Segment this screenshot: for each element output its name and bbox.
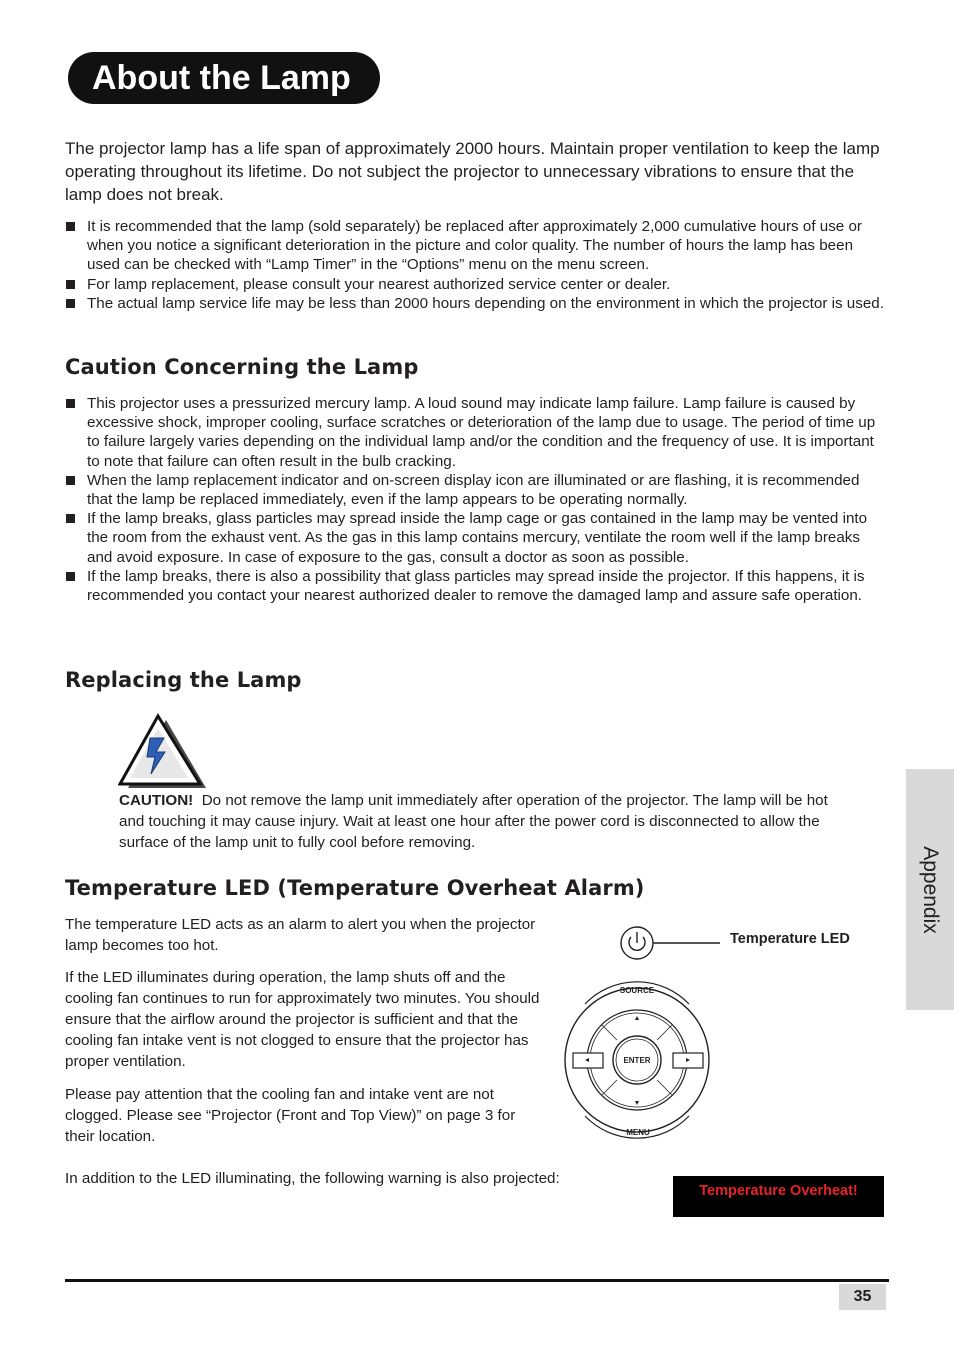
- list-item: If the lamp breaks, glass particles may spread inside the lamp cage or gas contained in the lamp may be vented into the room from the exhaust vent. As the gas in this lamp contains mercury, ventilate the room well if the lamp breaks and avoid exposure. In case of exposure to the gas, consult a doctor as soon as possible.: [65, 509, 887, 567]
- caution-note: [119, 790, 831, 853]
- temperature-paragraph: The temperature LED acts as an alarm to alert you when the projector lamp becomes too hot.: [65, 916, 536, 954]
- page-number: 35: [839, 1284, 886, 1310]
- temperature-heading: Temperature LED (Temperature Overheat Alarm): [65, 876, 645, 900]
- control-panel-diagram: [560, 920, 720, 1150]
- intro-bullet-list: [65, 217, 887, 313]
- caution-bullet-list: [65, 394, 887, 605]
- replacing-heading: Replacing the Lamp: [65, 668, 302, 692]
- overheat-warning-box: Temperature Overheat!: [673, 1176, 884, 1217]
- footer-divider: [65, 1279, 889, 1282]
- list-item: For lamp replacement, please consult your nearest authorized service center or dealer.: [65, 275, 887, 294]
- square-bullet-icon: [66, 514, 75, 523]
- side-tab: [906, 769, 954, 1010]
- square-bullet-icon: [66, 222, 75, 231]
- source-button-label: SOURCE: [619, 986, 655, 995]
- list-item: The actual lamp service life may be less than 2000 hours depending on the environment in which the projector is used.: [65, 294, 887, 313]
- square-bullet-icon: [66, 280, 75, 289]
- list-item: If the lamp breaks, there is also a possibility that glass particles may spread inside the projector. If this happens, it is recommended you contact your nearest authorized dealer to remove the damaged lamp and assure safe operation.: [65, 567, 887, 605]
- menu-button-label: MENU: [626, 1128, 650, 1137]
- square-bullet-icon: [66, 476, 75, 485]
- closing-paragraph: In addition to the LED illuminating, the following warning is also projected:: [65, 1170, 560, 1187]
- temperature-paragraph: If the LED illuminates during operation, the lamp shuts off and the cooling fan continues to run for approximately two minutes. You should ensure that the airflow around the projector is sufficient and that the cooling fan intake vent is not clogged to ensure that the projector has proper ventilation.: [65, 969, 540, 1070]
- square-bullet-icon: [66, 572, 75, 581]
- page-title: About the Lamp: [68, 52, 380, 104]
- intro-paragraph: The projector lamp has a life span of approximately 2000 hours. Maintain proper ventilation to keep the lamp operating throughout its lifetime. Do not subject the projector to unnecessary vibrations to ensure that the lamp does not break.: [65, 139, 880, 204]
- list-item: It is recommended that the lamp (sold separately) be replaced after approximately 2,000 cumulative hours of use or when you notice a significant deterioration in the picture and color quality. The number of hours the lamp has been used can be checked with “Lamp Timer” in the “Options” menu on the menu screen.: [65, 217, 887, 275]
- caution-body: Do not remove the lamp unit immediately after operation of the projector. The lamp will be hot and touching it may cause injury. Wait at least one hour after the power cord is disconnected to allow the surface of the lamp unit to fully cool before removing.: [119, 792, 828, 851]
- enter-button-label: ENTER: [623, 1056, 651, 1065]
- caution-label: CAUTION!: [119, 792, 194, 809]
- caution-heading: Caution Concerning the Lamp: [65, 355, 419, 379]
- square-bullet-icon: [66, 399, 75, 408]
- hazard-warning-icon: [118, 712, 210, 792]
- side-tab-label: Appendix: [919, 845, 942, 934]
- list-item: This projector uses a pressurized mercury lamp. A loud sound may indicate lamp failure. Lamp failure is caused by excessive shock, improper cooling, surface scratches or deterioration of the lamp due to usage. The period of time up to failure largely varies depending on the individual lamp and/or the condition and the frequency of use. It is important to note that failure can often result in the bulb cracking.: [65, 394, 887, 471]
- temperature-paragraph: Please pay attention that the cooling fan and intake vent are not clogged. Please see “Projector (Front and Top View)” on page 3 for their location.: [65, 1086, 516, 1145]
- square-bullet-icon: [66, 299, 75, 308]
- list-item: When the lamp replacement indicator and on-screen display icon are illuminated or are flashing, it is recommended that the lamp be replaced immediately, even if the lamp appears to be operating normally.: [65, 471, 887, 509]
- temperature-led-label: Temperature LED: [730, 931, 850, 947]
